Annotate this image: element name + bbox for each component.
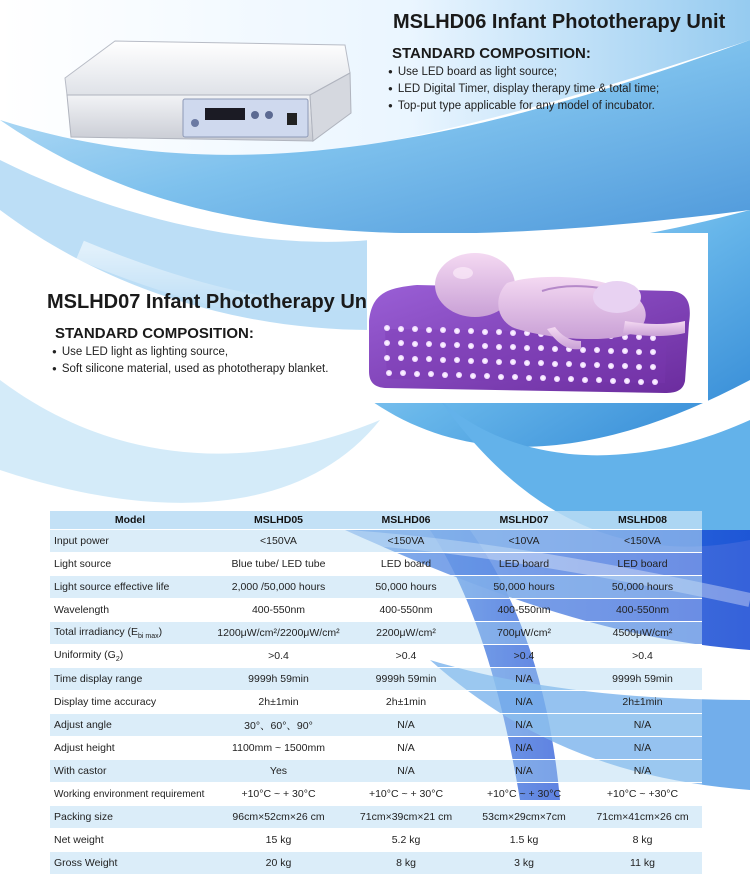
table-cell: 1100mm ~ 1500mm xyxy=(210,737,347,760)
table-cell: +10°C ~ + 30°C xyxy=(210,783,347,806)
table-cell: N/A xyxy=(465,668,583,691)
product2-bullet: ● Soft silicone material, used as phototherapy blanket. xyxy=(52,361,328,378)
table-cell: <150VA xyxy=(583,530,702,553)
table-cell: 8 kg xyxy=(347,852,465,875)
table-row xyxy=(50,806,702,829)
table-cell: 400-550nm xyxy=(465,599,583,622)
table-cell: 9999h 59min xyxy=(583,668,702,691)
table-row xyxy=(50,737,702,760)
table-row xyxy=(50,783,702,806)
table-cell: N/A xyxy=(465,737,583,760)
table-cell: 50,000 hours xyxy=(583,576,702,599)
table-row xyxy=(50,691,702,714)
row-label xyxy=(50,622,210,645)
table-cell: 15 kg xyxy=(210,829,347,852)
column-header-model: Model xyxy=(50,511,210,530)
product1-composition-heading: STANDARD COMPOSITION: xyxy=(392,45,591,62)
row-label: Wavelength xyxy=(50,599,210,622)
table-row xyxy=(50,645,702,668)
table-cell: N/A xyxy=(583,737,702,760)
table-cell: LED board xyxy=(583,553,702,576)
table-cell: 400-550nm xyxy=(583,599,702,622)
product2-bullet-list xyxy=(52,344,328,378)
table-cell: N/A xyxy=(465,760,583,783)
infant-blanket-image xyxy=(367,233,708,403)
table-cell: >0.4 xyxy=(210,645,347,668)
table-cell: N/A xyxy=(465,714,583,737)
table-cell: N/A xyxy=(347,737,465,760)
product1-bullet: ● Use LED board as light source; xyxy=(388,64,659,81)
table-row xyxy=(50,668,702,691)
table-cell: >0.4 xyxy=(465,645,583,668)
row-label: Light source effective life xyxy=(50,576,210,599)
table-cell: N/A xyxy=(465,691,583,714)
row-label-subscript: bi max xyxy=(138,633,159,641)
row-label: Display time accuracy xyxy=(50,691,210,714)
row-label-text: Uniformity (G xyxy=(54,648,116,661)
table-cell: N/A xyxy=(583,760,702,783)
row-label: Gross Weight xyxy=(50,852,210,875)
table-cell: 4500μW/cm² xyxy=(583,622,702,645)
row-label: Adjust angle xyxy=(50,714,210,737)
table-header-row xyxy=(50,511,702,530)
table-cell: +10°C ~ + 30°C xyxy=(465,783,583,806)
table-cell: 9999h 59min xyxy=(347,668,465,691)
table-cell: 5.2 kg xyxy=(347,829,465,852)
column-header-mslhd05: MSLHD05 xyxy=(210,511,347,530)
row-label: Light source xyxy=(50,553,210,576)
table-row xyxy=(50,714,702,737)
table-cell: +10°C ~ +30°C xyxy=(583,783,702,806)
product1-title: MSLHD06 Infant Phototherapy Unit xyxy=(393,11,726,33)
table-cell: 8 kg xyxy=(583,829,702,852)
row-label xyxy=(50,645,210,668)
table-cell: 96cm×52cm×26 cm xyxy=(210,806,347,829)
table-row xyxy=(50,553,702,576)
column-header-mslhd08: MSLHD08 xyxy=(583,511,702,530)
infant-blanket-illustration xyxy=(367,233,708,403)
table-cell: 400-550nm xyxy=(210,599,347,622)
phototherapy-unit-image xyxy=(55,33,355,153)
table-cell: 2h±1min xyxy=(347,691,465,714)
row-label: With castor xyxy=(50,760,210,783)
table-row xyxy=(50,829,702,852)
table-cell: >0.4 xyxy=(583,645,702,668)
table-cell: 71cm×39cm×21 cm xyxy=(347,806,465,829)
table-cell: LED board xyxy=(465,553,583,576)
product1-bullet: ● Top-put type applicable for any model of incubator. xyxy=(388,98,659,115)
table-cell: 71cm×41cm×26 cm xyxy=(583,806,702,829)
table-cell: 2,000 /50,000 hours xyxy=(210,576,347,599)
product1-bullet: ● LED Digital Timer, display therapy time & total time; xyxy=(388,81,659,98)
table-cell: 3 kg xyxy=(465,852,583,875)
table-cell: Yes xyxy=(210,760,347,783)
table-row xyxy=(50,760,702,783)
table-cell: 50,000 hours xyxy=(465,576,583,599)
table-cell: 53cm×29cm×7cm xyxy=(465,806,583,829)
table-row xyxy=(50,576,702,599)
table-cell: 30°、60°、90° xyxy=(210,714,347,737)
table-cell: LED board xyxy=(347,553,465,576)
table-cell: 1200μW/cm²/2200μW/cm² xyxy=(210,622,347,645)
row-label-end: ) xyxy=(119,648,124,661)
table-cell: <10VA xyxy=(465,530,583,553)
table-row xyxy=(50,622,702,645)
table-cell: N/A xyxy=(347,714,465,737)
table-cell: N/A xyxy=(347,760,465,783)
row-label-subscript: 2 xyxy=(115,656,120,664)
table-cell: 9999h 59min xyxy=(210,668,347,691)
row-label-text: Total irradiancy (E xyxy=(54,625,139,638)
table-cell: 2h±1min xyxy=(210,691,347,714)
product2-bullet: ● Use LED light as lighting source, xyxy=(52,344,328,361)
table-cell: 700μW/cm² xyxy=(465,622,583,645)
product2-title: MSLHD07 Infant Phototherapy Un xyxy=(47,291,368,313)
row-label: Working environment requirement xyxy=(50,783,210,806)
table-body xyxy=(50,530,702,875)
table-cell: 11 kg xyxy=(583,852,702,875)
table-cell: N/A xyxy=(583,714,702,737)
table-cell: 400-550nm xyxy=(347,599,465,622)
column-header-mslhd07: MSLHD07 xyxy=(465,511,583,530)
table-cell: 50,000 hours xyxy=(347,576,465,599)
table-row xyxy=(50,852,702,875)
row-label: Packing size xyxy=(50,806,210,829)
table-row xyxy=(50,599,702,622)
table-cell: +10°C ~ + 30°C xyxy=(347,783,465,806)
column-header-mslhd06: MSLHD06 xyxy=(347,511,465,530)
row-label: Adjust height xyxy=(50,737,210,760)
specification-table xyxy=(50,511,702,874)
table-cell: <150VA xyxy=(210,530,347,553)
product2-composition-heading: STANDARD COMPOSITION: xyxy=(55,325,254,342)
row-label: Net weight xyxy=(50,829,210,852)
product1-bullet-list xyxy=(388,64,659,115)
table-cell: >0.4 xyxy=(347,645,465,668)
table-cell: Blue tube/ LED tube xyxy=(210,553,347,576)
row-label: Input power xyxy=(50,530,210,553)
table-cell: 2h±1min xyxy=(583,691,702,714)
table-cell: 20 kg xyxy=(210,852,347,875)
row-label: Time display range xyxy=(50,668,210,691)
table-row xyxy=(50,530,702,553)
table-cell: 1.5 kg xyxy=(465,829,583,852)
table-cell: <150VA xyxy=(347,530,465,553)
table-cell: 2200μW/cm² xyxy=(347,622,465,645)
row-label-end: ) xyxy=(158,625,163,638)
